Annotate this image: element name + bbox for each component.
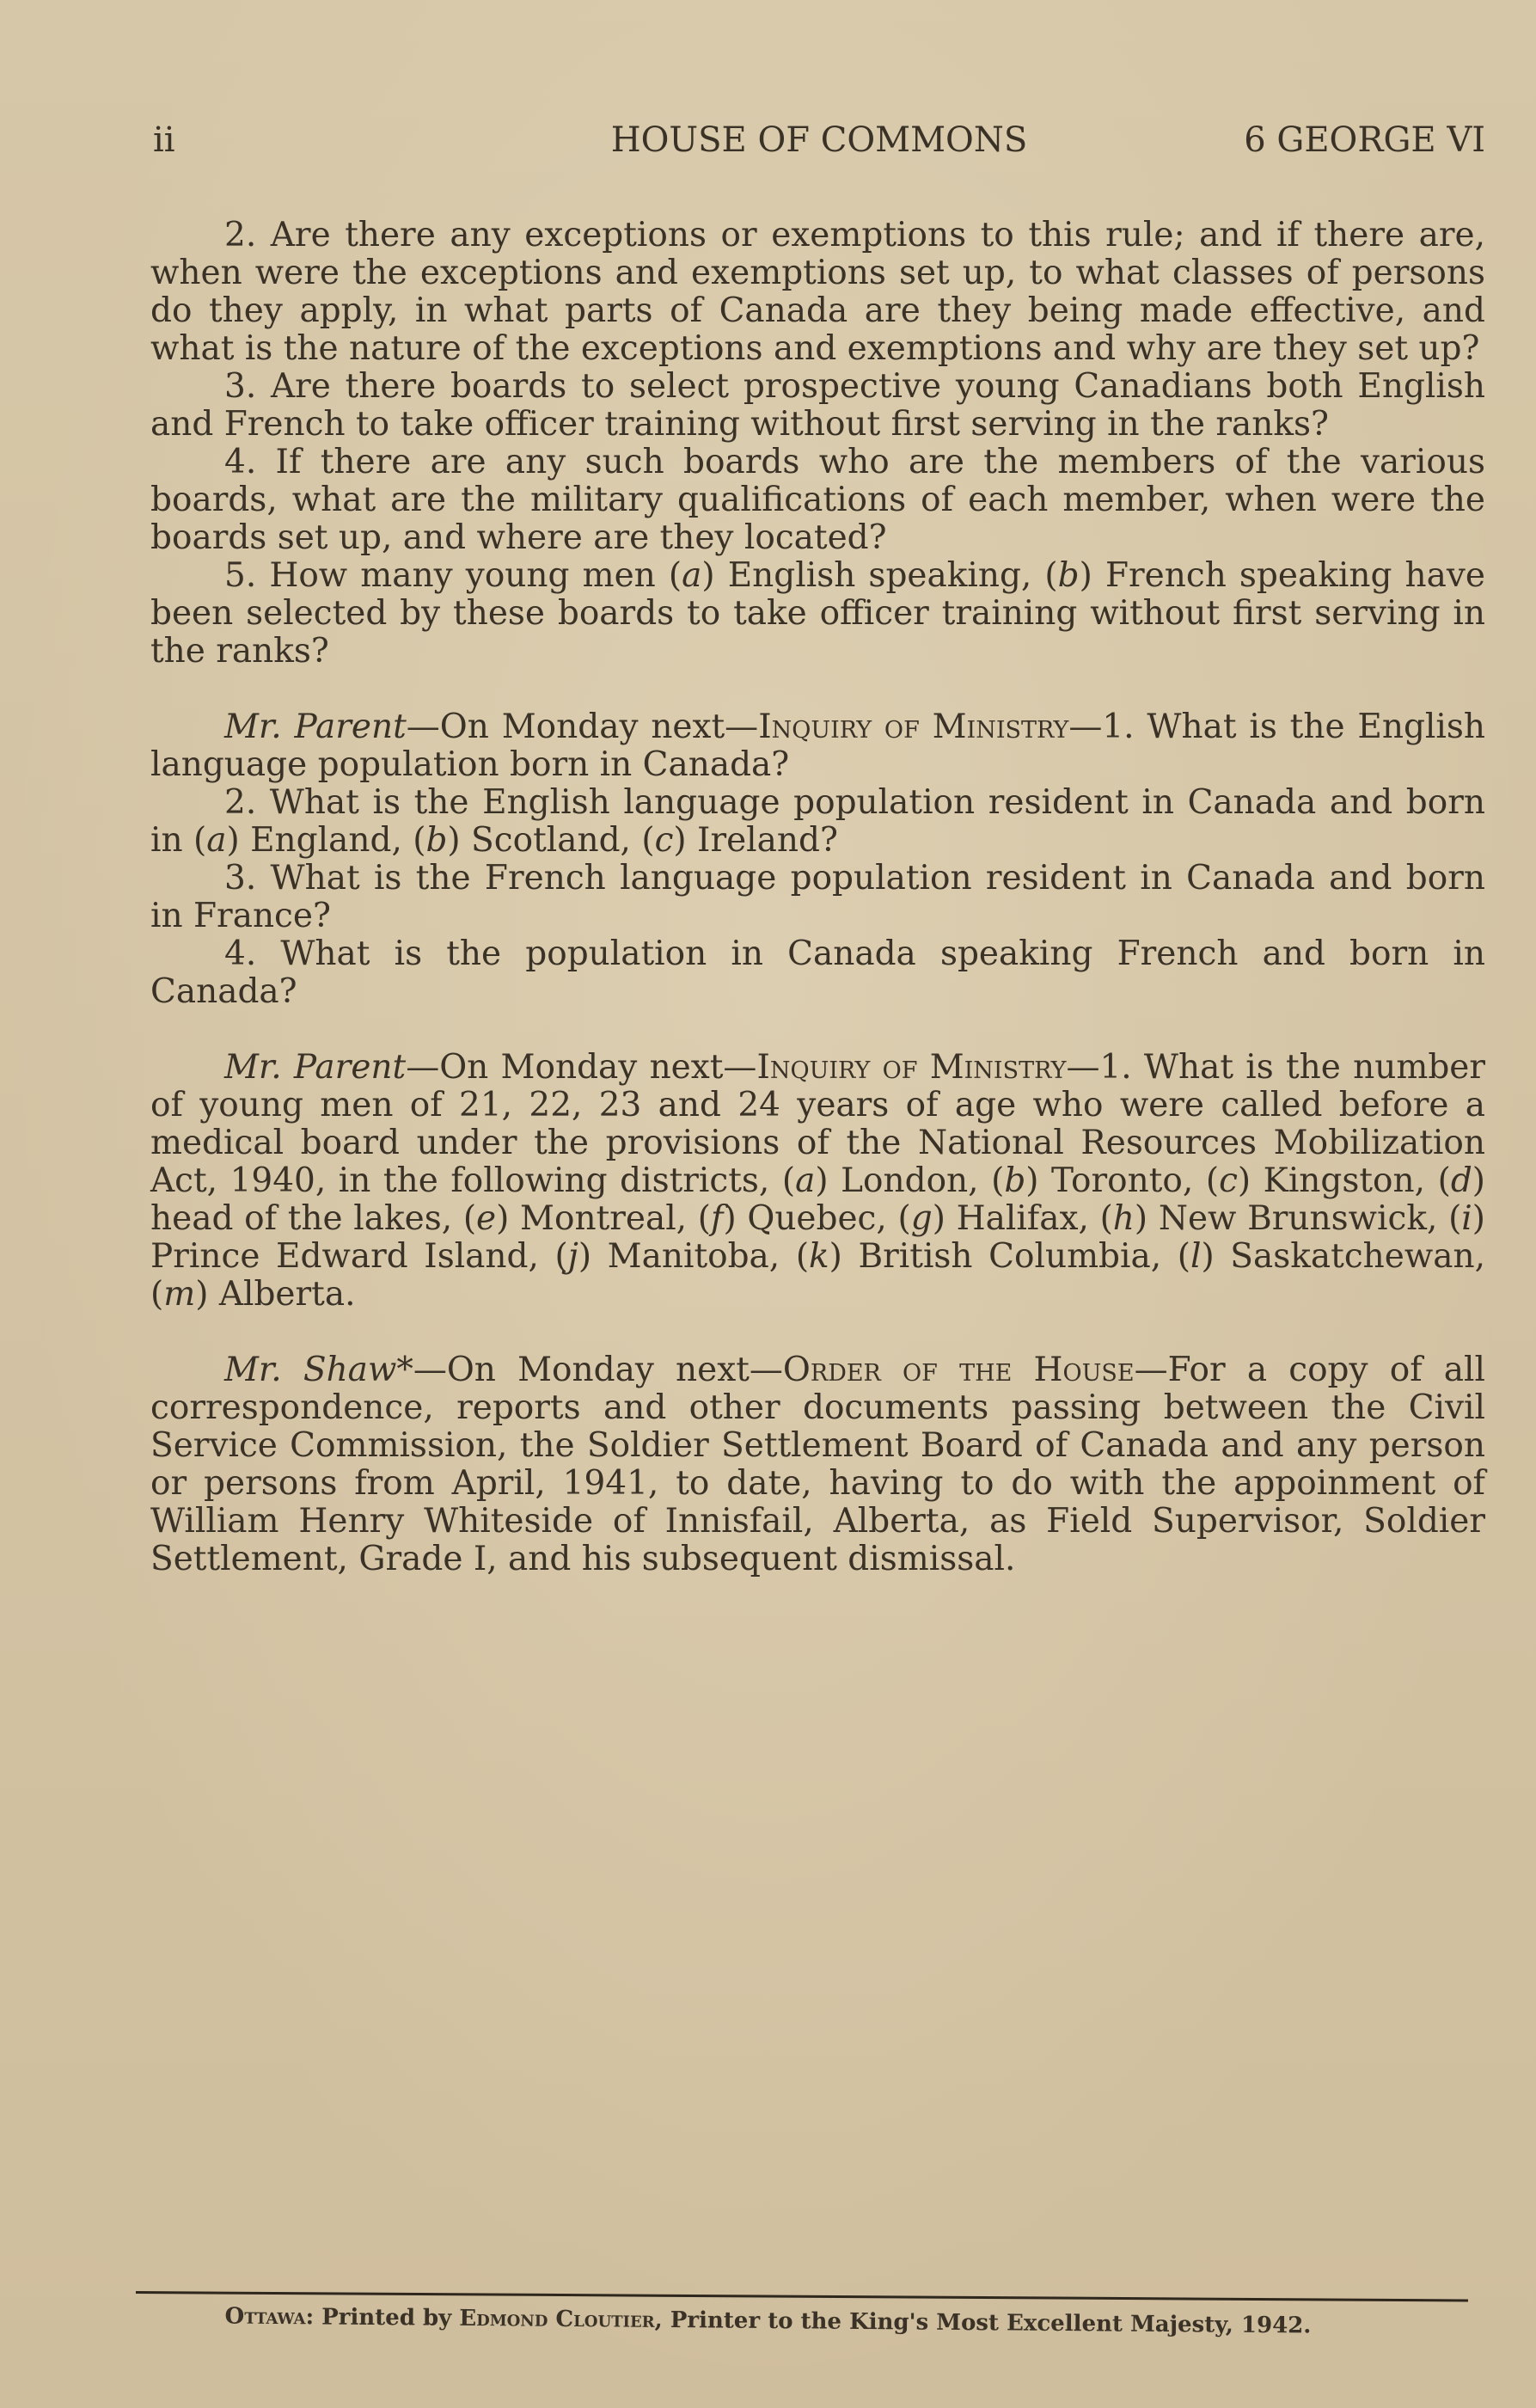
question-4-paragraph: 4. If there are any such boards who are the members of the various boards, what are the military qualifications of each member, when were the boards set up, and where are they located? [150, 443, 1485, 557]
notice-kind: Inquiry of Ministry [758, 708, 1069, 746]
parent-inquiry-population-q4: 4. What is the population in Canada speaking French and born in Canada? [150, 934, 1485, 1011]
footer-rule [136, 2291, 1468, 2301]
parent-inquiry-population-q2: 2. What is the English language population resident in Canada and born in (a) England, (b) Scotland, (c) Ireland? [150, 783, 1485, 860]
parent-inquiry-population-q1: Mr. Parent—On Monday next—Inquiry of Ministry—1. What is the English language population born in Canada? [150, 708, 1486, 784]
running-header [153, 116, 1485, 164]
notice-kind: Order of the House [782, 1351, 1135, 1389]
imprint-city: Ottawa [224, 2303, 306, 2331]
member-name: Mr. Parent [224, 708, 407, 746]
regnal-year: 6 GEORGE VI [1244, 120, 1485, 160]
question-2-paragraph: 2. Are there any exceptions or exemptions to this rule; and if there are, when were the exceptions and exemptions set up, to what classes of persons do they apply, in what parts of Canada are they being made effective, and what is the nature of the exceptions and exemptions and why are they set up? [150, 216, 1485, 368]
question-5-paragraph: 5. How many young men (a) English speaking, (b) French speaking have been selected by these boards to take officer training without first serving in the ranks? [150, 556, 1485, 671]
member-name: Mr. Parent [224, 1048, 407, 1087]
parent-inquiry-population-q3: 3. What is the French language population resident in Canada and born in France? [150, 859, 1485, 935]
page-number: ii [153, 120, 175, 160]
parent-inquiry-medical-board: Mr. Parent—On Monday next—Inquiry of Ministry—1. What is the number of young men of 21, 22, 23 and 24 years of age who were called before a medical board under the provisions of the National Resources Mobilization Act, 1940, in the following districts, (a) London, (b) Toronto, (c) Kingston, (d) head of the lakes, (e) Montreal, (f) Quebec, (g) Halifax, (h) New Brunswick, (i) Prince Edward Island, (j) Manitoba, (k) British Columbia, (l) Saskatchewan, (m) Alberta. [150, 1048, 1486, 1314]
printer-imprint: Ottawa: Printed by Edmond Cloutier, Printer to the King's Most Excellent Majesty, 1942. [224, 2303, 1312, 2339]
imprint-printer: Edmond Cloutier [459, 2305, 655, 2333]
notice-body [150, 217, 1485, 1578]
question-3-paragraph: 3. Are there boards to select prospective young Canadians both English and French to take officer training without first serving in the ranks? [150, 367, 1485, 444]
notice-kind: Inquiry of Ministry [756, 1048, 1067, 1087]
shaw-order-of-the-house: Mr. Shaw*—On Monday next—Order of the House—For a copy of all correspondence, reports and other documents passing between the Civil Service Commission, the Soldier Settlement Board of Canada and any person or persons from April, 1941, to date, having to do with the appoinment of William Henry Whiteside of Innisfail, Alberta, as Field Supervisor, Soldier Settlement, Grade I, and his subsequent dismissal. [150, 1351, 1485, 1578]
member-name: Mr. Shaw* [224, 1351, 413, 1389]
header-title: HOUSE OF COMMONS [610, 120, 1028, 160]
